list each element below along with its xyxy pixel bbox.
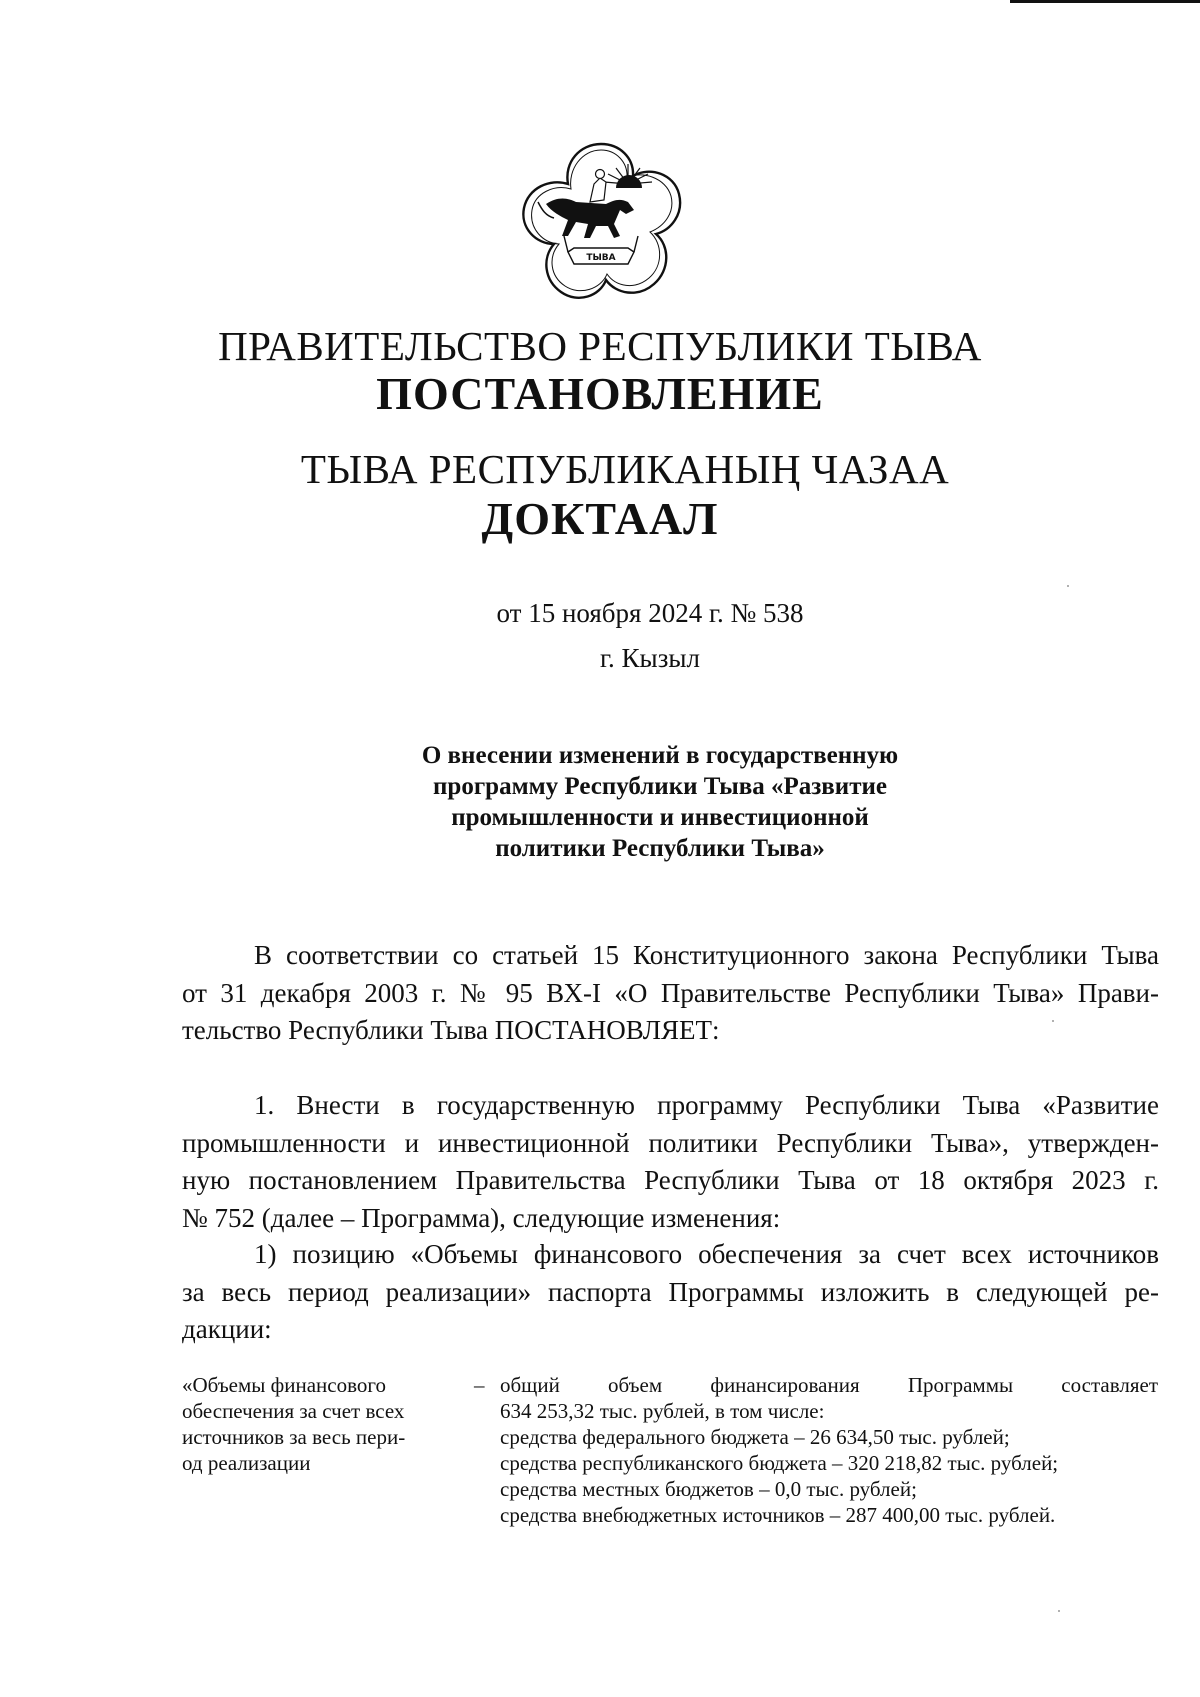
table-dash: –	[474, 1373, 485, 1397]
subject-line: промышленности и инвестиционной	[451, 804, 869, 831]
emblem-ribbon-text: ТЫВА	[586, 253, 616, 263]
table-cell-line: источников за весь пери-	[182, 1425, 406, 1449]
paragraph-line: от 31 декабря 2003 г. № 95 ВХ-I «О Правительстве Республики Тыва» Прави-	[182, 977, 1159, 1008]
document-type-tyv: ДОКТААЛ	[481, 493, 719, 544]
item-1-paragraph	[182, 1087, 1159, 1237]
table-cell-line: од реализации	[182, 1451, 311, 1475]
table-cell-line: 634 253,32 тыс. рублей, в том числе:	[500, 1399, 825, 1423]
scan-edge-line	[1010, 0, 1200, 3]
paragraph-line: промышленности и инвестиционной политики Республики Тыва», утвержден-	[182, 1127, 1159, 1158]
scan-speck	[1052, 1020, 1054, 1022]
government-title-ru: ПРАВИТЕЛЬСТВО РЕСПУБЛИКИ ТЫВА	[218, 323, 982, 369]
passport-position-label	[182, 1372, 452, 1476]
decree-date-number: от 15 ноября 2024 г. № 538	[496, 598, 804, 628]
decree-city: г. Кызыл	[600, 643, 700, 673]
table-cell-line: «Объемы финансового	[182, 1373, 386, 1397]
paragraph-line: 1) позицию «Объемы финансового обеспечения за счет всех источников	[254, 1239, 1159, 1269]
paragraph-line: 1. Внести в государственную программу Республики Тыва «Развитие	[254, 1090, 1159, 1120]
table-cell-line: общий объем финансирования Программы составляет	[500, 1373, 1158, 1397]
table-cell-line: средства местных бюджетов – 0,0 тыс. рублей;	[500, 1477, 917, 1501]
table-cell-line: средства федерального бюджета – 26 634,50 тыс. рублей;	[500, 1425, 1010, 1449]
paragraph-line: В соответствии со статьей 15 Конституционного закона Республики Тыва	[254, 940, 1159, 970]
paragraph-line: ную постановлением Правительства Республики Тыва от 18 октября 2023 г.	[182, 1165, 1159, 1195]
government-title-tyv: ТЫВА РЕСПУБЛИКАНЫҢ ЧАЗАА	[300, 446, 950, 492]
tyva-coat-of-arms-icon	[516, 140, 686, 305]
paragraph-line: за весь период реализации» паспорта Программы изложить в следующей ре-	[182, 1276, 1159, 1307]
decree-subject	[350, 740, 970, 864]
subject-line: О внесении изменений в государственную	[421, 742, 899, 769]
table-cell-line: обеспечения за счет всех	[182, 1399, 405, 1423]
document-type-ru: ПОСТАНОВЛЕНИЕ	[376, 368, 824, 419]
paragraph-line: тельство Республики Тыва ПОСТАНОВЛЯЕТ:	[182, 1015, 720, 1045]
subject-line: программу Республики Тыва «Развитие	[433, 773, 887, 800]
subitem-1-paragraph	[182, 1236, 1159, 1349]
scan-speck	[1058, 1610, 1060, 1612]
paragraph-line: дакции:	[182, 1314, 272, 1344]
table-cell-line: средства внебюджетных источников – 287 400,00 тыс. рублей.	[500, 1503, 1056, 1527]
subject-line: политики Республики Тыва»	[495, 835, 825, 862]
passport-position-value	[500, 1372, 1158, 1528]
paragraph-line: № 752 (далее – Программа), следующие изменения:	[182, 1202, 781, 1233]
table-cell-line: средства республиканского бюджета – 320 218,82 тыс. рублей;	[500, 1451, 1059, 1475]
preamble-paragraph	[182, 937, 1159, 1050]
scan-speck	[1067, 585, 1069, 587]
